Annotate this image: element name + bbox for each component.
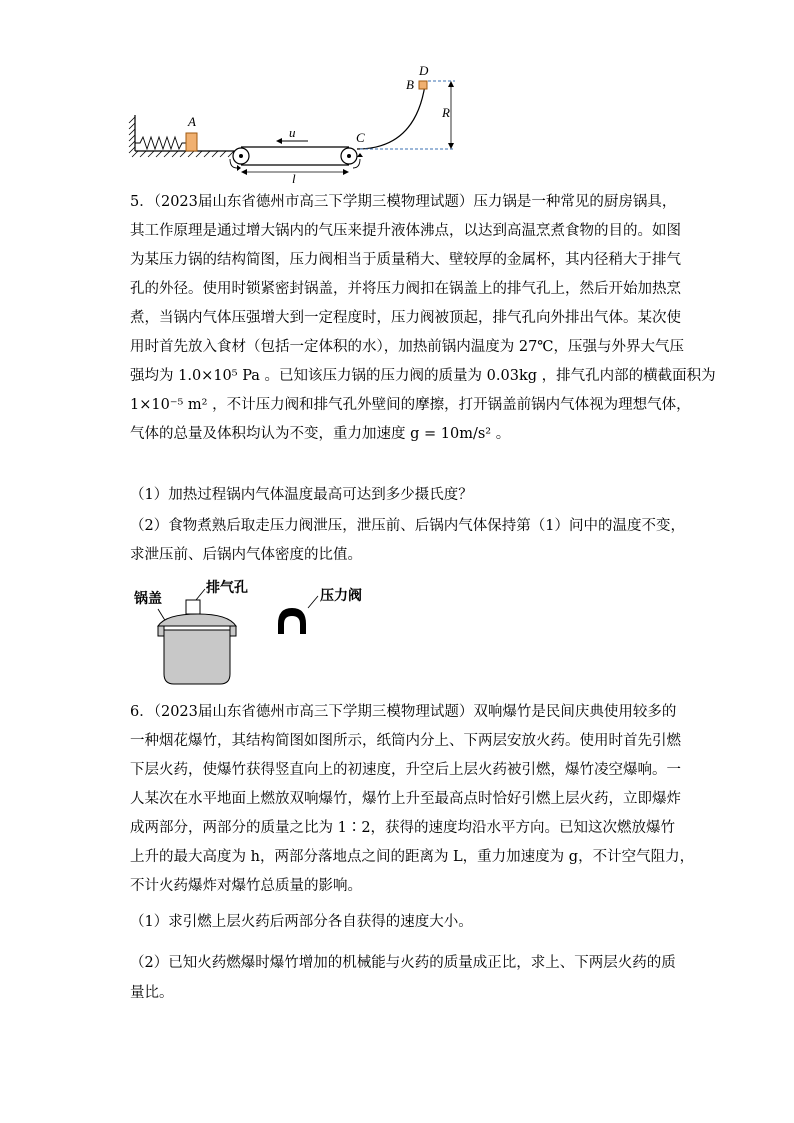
q5-line: 煮，当锅内气体压强增大到一定程度时，压力阀被顶起，排气孔向外排出气体。某次使	[130, 310, 681, 326]
lid-label: 锅盖	[134, 591, 162, 607]
ground-hatching	[132, 151, 234, 157]
lid-right-lip	[230, 626, 236, 636]
q6-line: 下层火药，使爆竹获得竖直向上的初速度，升空后上层火药被引燃，爆竹凌空爆响。一	[130, 762, 681, 778]
rotation-arrowhead-right	[357, 153, 363, 157]
q6-line: 不计火药爆炸对爆竹总质量的影响。	[130, 878, 362, 894]
pulley-left-axle	[239, 154, 243, 158]
lid	[158, 614, 236, 626]
radius-arrowhead-bottom	[448, 143, 454, 149]
curved-track	[357, 85, 425, 149]
q6-sub-question-1: （1）求引燃上层火药后两部分各自获得的速度大小。	[130, 914, 473, 930]
vent-leader	[196, 589, 205, 600]
block-a	[186, 133, 197, 151]
label-r: R	[442, 105, 450, 120]
wall-hatching	[129, 117, 135, 153]
vent-pipe	[186, 600, 200, 614]
label-b: B	[406, 77, 414, 92]
q5-line: 1×10⁻⁵ m² ，不计压力阀和排气孔外壁间的摩擦，打开锅盖前锅内气体视为理想气体，	[130, 397, 691, 413]
length-arrowhead-left	[241, 169, 247, 175]
q5-sub-question-1: （1）加热过程锅内气体温度最高可达到多少摄氏度？	[130, 487, 473, 503]
q6-line: 上升的最大高度为 h，两部分落地点之间的距离为 L，重力加速度为 g，不计空气阻力，	[130, 849, 695, 865]
pressure-cooker-diagram	[128, 576, 388, 688]
rotation-arrowhead-left	[237, 165, 241, 171]
q5-line: 气体的总量及体积均认为不变，重力加速度 g = 10m/s² 。	[130, 426, 511, 442]
q5-line: 为某压力锅的结构简图，压力阀相当于质量稍大、壁较厚的金属杯，其内径稍大于排气	[130, 252, 681, 268]
valve-label: 压力阀	[320, 588, 362, 604]
q6-line: 成两部分，两部分的质量之比为 1∶2，获得的速度均沿水平方向。已知这次燃放爆竹	[130, 820, 676, 836]
track-figure	[120, 55, 470, 185]
valve-leader	[308, 596, 318, 608]
radius-arrowhead-top	[448, 81, 454, 87]
q5-line: 5．（2023届山东省德州市高三下学期三模物理试题）压力锅是一种常见的厨房锅具，	[130, 194, 677, 210]
q6-sub-question-2-line: （2）已知火药燃爆时爆竹增加的机械能与火药的质量成正比，求上、下两层火药的质	[130, 955, 676, 971]
label-c: C	[356, 130, 365, 145]
q5-line: 强均为 1.0×10⁵ Pa 。已知该压力锅的压力阀的质量为 0.03kg ，排气孔内部的横截面积为	[130, 368, 716, 384]
pot-body	[164, 630, 230, 684]
length-arrowhead-right	[343, 169, 349, 175]
q6-line: 人某次在水平地面上燃放双响爆竹，爆竹上升至最高点时恰好引燃上层火药，立即爆炸	[130, 791, 681, 807]
pulley-right-axle	[347, 154, 351, 158]
label-u: u	[289, 125, 296, 140]
label-a: A	[188, 114, 196, 129]
q5-line: 用时首先放入食材（包括一定体积的水），加热前锅内温度为 27℃，压强与外界大气压	[130, 339, 685, 355]
spring	[135, 137, 186, 149]
q5-sub-question-2-line: （2）食物煮熟后取走压力阀泄压，泄压前、后锅内气体保持第（1）问中的温度不变，	[130, 518, 685, 534]
q5-line: 孔的外径。使用时锁紧密封锅盖，并将压力阀扣在锅盖上的排气孔上，然后开始加热烹	[130, 281, 681, 297]
question-6	[130, 698, 695, 901]
track-diagram	[120, 55, 470, 185]
vent-label: 排气孔	[206, 580, 248, 596]
lid-left-lip	[158, 626, 164, 636]
q6-line: 6．（2023届山东省德州市高三下学期三模物理试题）双响爆竹是民间庆典使用较多的	[130, 704, 677, 720]
velocity-arrowhead	[276, 138, 282, 144]
q5-line: 其工作原理是通过增大锅内的气压来提升液体沸点，以达到高温烹煮食物的目的。如图	[130, 223, 681, 239]
label-d: D	[419, 63, 429, 78]
question-5	[130, 188, 716, 449]
q6-line: 一种烟花爆竹，其结构简图如图所示，纸筒内分上、下两层安放火药。使用时首先引燃	[130, 733, 681, 749]
label-l: l	[292, 171, 296, 185]
q5-sub-question-2-line: 求泄压前、后锅内气体密度的比值。	[130, 547, 362, 563]
block-top	[419, 81, 427, 89]
q6-sub-question-2-line: 量比。	[130, 985, 174, 1001]
pressure-valve	[278, 608, 306, 634]
pressure-cooker-figure	[128, 576, 388, 688]
